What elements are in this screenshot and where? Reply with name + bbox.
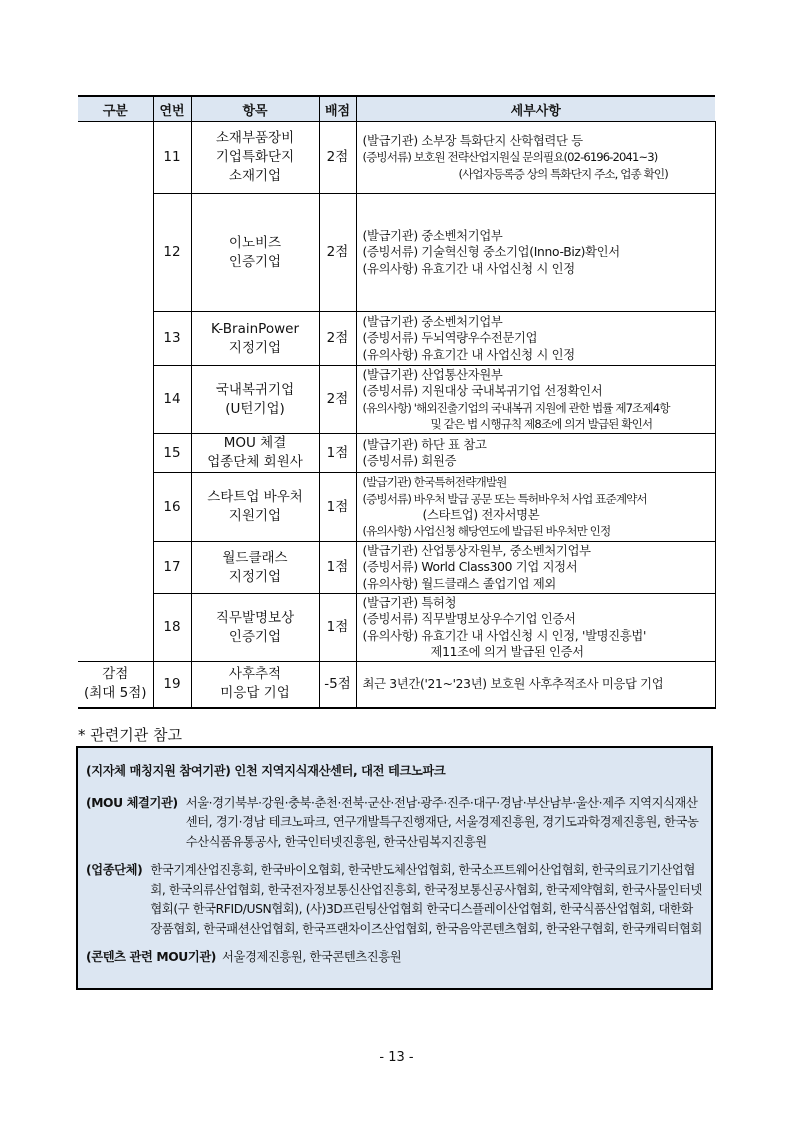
detail-line: (발급기관) 한국특허전략개발원: [362, 475, 507, 490]
details-cell: [356, 194, 715, 312]
detail-line: (발급기관) 중소벤처기업부: [362, 314, 503, 329]
industry-label: (업종단체): [86, 863, 143, 877]
item-cell: [191, 594, 319, 662]
detail-line: 및 같은 법 시행규칙 제8조에 의거 발급된 확인서: [430, 416, 653, 431]
box-line-industry: [86, 861, 703, 939]
table-row: [78, 594, 715, 662]
item-cell: [191, 542, 319, 594]
item-line: (U턴기업): [225, 400, 285, 417]
item-line: 소재부품장비: [215, 130, 295, 146]
item-line: 기업특화단지: [215, 149, 295, 165]
box-line-mou: [86, 794, 703, 853]
detail-line: (증빙서류) 바우처 발급 공문 또는 특허바우처 사업 표준계약서: [362, 491, 647, 506]
header-number: 연번: [153, 96, 191, 122]
score-cell: 2점: [319, 366, 356, 434]
detail-line: (유의사항) 유효기간 내 사업신청 시 인정, '발명진흥법': [362, 628, 647, 643]
reference-note: * 관련기관 참고: [78, 726, 182, 744]
detail-line: (발급기관) 하단 표 참고: [362, 437, 487, 452]
detail-line: (유의사항) 사업신청 해당연도에 발급된 바우처만 인정: [362, 524, 611, 539]
details-cell: [356, 122, 715, 194]
table-row: [78, 122, 715, 194]
item-line: K-BrainPower: [210, 320, 300, 337]
details-cell: [356, 542, 715, 594]
row-number: 15: [153, 434, 191, 473]
detail-line: (유의사항) 월드클래스 졸업기업 제외: [362, 576, 557, 591]
detail-line: (사업자등록증 상의 특화단지 주소, 업종 확인): [458, 166, 668, 181]
score-cell: 1점: [319, 473, 356, 542]
content-label: (콘텐츠 관련 MOU기관): [86, 950, 217, 964]
item-line: 지원기업: [228, 508, 282, 524]
item-line: 월드클래스: [222, 549, 288, 566]
detail-line: (유의사항) 유효기간 내 사업신청 시 인정: [362, 261, 575, 276]
industry-text: 한국기계산업진흥회, 한국바이오협회, 한국반도체산업협회, 한국소프트웨어산업협회, 한국의료기기산업협회, 한국의류산업협회, 한국전자정보통신산업진흥회, 한국정보통신공사협회, 한국제약협회, 한국사물인터넷협회(구 한국RFID/USN협회), (사)3D프린팅산업협회 한국디스플레이산업협회, 한국식품산업협회, 대한화장품협회, 한국패션산업협회, 한국프랜차이즈산업협회, 한국음악콘텐츠협회, 한국완구협회, 한국캐릭터협회: [150, 863, 702, 936]
item-line: 업종단체 회원사: [207, 454, 303, 470]
details-cell: [356, 473, 715, 542]
details-cell: [356, 434, 715, 473]
details-cell: [356, 366, 715, 434]
detail-line: (증빙서류) World Class300 기업 지정서: [362, 560, 578, 575]
detail-line: (발급기관) 산업통상자원부, 중소벤처기업부: [362, 543, 591, 558]
detail-line: (발급기관) 산업통산자원부: [362, 367, 503, 382]
matching-orgs-text: (지자체 매칭지원 참여기관) 인천 지역지식재산센터, 대전 테크노파크: [86, 764, 446, 778]
item-cell: [191, 662, 319, 708]
item-line: 국내복귀기업: [215, 381, 295, 398]
header-details: 세부사항: [356, 96, 715, 122]
details-cell: [356, 662, 715, 708]
header-category: 구분: [78, 96, 153, 122]
detail-line: (발급기관) 특허청: [362, 595, 457, 610]
detail-line: (증빙서류) 지원대상 국내복귀기업 선정확인서: [362, 384, 603, 399]
item-cell: [191, 194, 319, 312]
category-cell-deduction: [78, 662, 153, 708]
score-cell: 1점: [319, 542, 356, 594]
score-cell: 1점: [319, 434, 356, 473]
table-row: [78, 366, 715, 434]
criteria-table: [78, 95, 716, 709]
item-line: 소재기업: [228, 168, 282, 184]
page-number: - 13 -: [379, 1050, 414, 1065]
item-line: 이노비즈: [228, 234, 282, 251]
detail-line: (발급기관) 소부장 특화단지 산학협력단 등: [362, 133, 583, 148]
item-line: 인증기업: [228, 253, 282, 270]
related-orgs-box: [76, 746, 713, 990]
detail-line: (유의사항) 유효기간 내 사업신청 시 인정: [362, 347, 575, 362]
score-cell: 2점: [319, 312, 356, 366]
detail-line: (스타트업) 전자서명본: [422, 508, 540, 522]
row-number: 18: [153, 594, 191, 662]
item-cell: [191, 473, 319, 542]
category-line: (최대 5점): [83, 685, 147, 702]
table-row: [78, 473, 715, 542]
detail-line: (증빙서류) 두뇌역량우수전문기업: [362, 331, 538, 346]
table-row: [78, 662, 715, 708]
content-text: 서울경제진흥원, 한국콘텐츠진흥원: [222, 950, 402, 964]
score-cell: -5점: [319, 662, 356, 708]
table-row: [78, 194, 715, 312]
table-row: [78, 312, 715, 366]
item-cell: [191, 312, 319, 366]
item-line: MOU 체결: [223, 435, 287, 451]
row-number: 17: [153, 542, 191, 594]
row-number: 19: [153, 662, 191, 708]
detail-line: (발급기관) 중소벤처기업부: [362, 228, 503, 243]
table-header-row: [78, 96, 715, 122]
item-line: 직무발명보상: [215, 609, 295, 626]
row-number: 14: [153, 366, 191, 434]
details-cell: [356, 312, 715, 366]
row-number: 13: [153, 312, 191, 366]
details-cell: [356, 594, 715, 662]
table-row: [78, 434, 715, 473]
item-line: 인증기업: [228, 628, 282, 645]
item-cell: [191, 366, 319, 434]
item-line: 미응답 기업: [220, 685, 290, 702]
box-line-matching: [86, 762, 703, 782]
item-cell: [191, 434, 319, 473]
item-line: 사후추적: [228, 666, 282, 683]
item-line: 스타트업 바우처: [207, 489, 303, 505]
detail-line: (증빙서류) 직무발명보상우수기업 인증서: [362, 612, 576, 627]
score-cell: 2점: [319, 122, 356, 194]
header-score: 배점: [319, 96, 356, 122]
detail-line: (유의사항) '해외진출기업의 국내복귀 지원에 관한 법률 제7조제4항: [362, 400, 670, 415]
category-line: 감점: [102, 666, 129, 683]
detail-line: 최근 3년간('21~'23년) 보호원 사후추적조사 미응답 기업: [362, 677, 664, 692]
item-line: 지정기업: [228, 339, 282, 356]
category-cell-bonus: [78, 122, 153, 662]
header-item: 항목: [191, 96, 319, 122]
row-number: 11: [153, 122, 191, 194]
box-line-content: [86, 948, 703, 968]
detail-line: (증빙서류) 보호원 전략산업지원실 문의필요(02-6196-2041~3): [362, 150, 658, 165]
score-cell: 2점: [319, 194, 356, 312]
item-line: 지정기업: [228, 568, 282, 585]
row-number: 16: [153, 473, 191, 542]
table-row: [78, 542, 715, 594]
item-cell: [191, 122, 319, 194]
detail-line: (증빙서류) 회원증: [362, 454, 457, 468]
row-number: 12: [153, 194, 191, 312]
detail-line: (증빙서류) 기술혁신형 중소기업(Inno-Biz)확인서: [362, 245, 620, 260]
detail-line: 제11조에 의거 발급된 인증서: [430, 644, 584, 659]
mou-text: 서울·경기북부·강원·충북·춘천·전북·군산·전남·광주·진주·대구·경남·부산남부·울산·제주 지역지식재산센터, 경기·경남 테크노파크, 연구개발특구진행재단, 서울경제진흥원, 경기도과학경제진흥원, 한국농수산식품유통공사, 한국인터넷진흥원, 한국산림복지진흥원: [185, 795, 699, 849]
score-cell: 1점: [319, 594, 356, 662]
mou-label: (MOU 체결기관): [86, 795, 178, 810]
